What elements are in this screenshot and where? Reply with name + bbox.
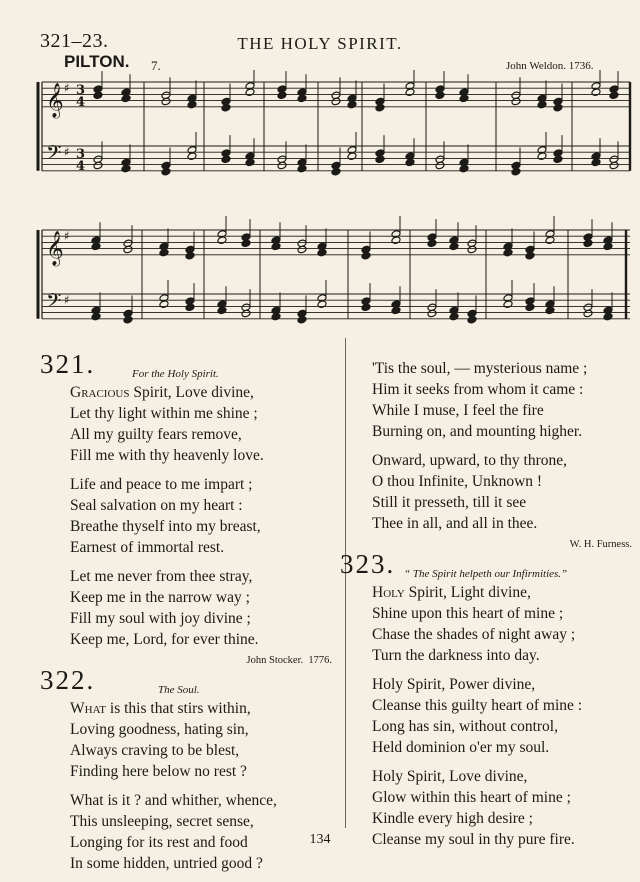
- treble-clef: 𝄞: [46, 83, 64, 118]
- left-column: [40, 349, 332, 882]
- note-head: [241, 239, 251, 248]
- verse-line: Turn the darkness into day.: [372, 647, 540, 664]
- note-head: [525, 303, 535, 312]
- note-head: [121, 164, 131, 173]
- note-head: [297, 315, 307, 324]
- verse-line: Fill me with thy heavenly love.: [70, 447, 264, 464]
- note-head: [159, 248, 169, 257]
- hymn-321-occasion: For the Holy Spirit.: [132, 368, 219, 380]
- hymn-321-stanza: [70, 382, 332, 466]
- note-head: [553, 103, 563, 112]
- verse-line: Fill my soul with joy divine ;: [70, 610, 251, 627]
- hymn-321-header: [40, 349, 332, 382]
- verse-line: Let me never from thee stray,: [70, 568, 253, 585]
- first-word: What: [70, 700, 107, 717]
- key-signature-sharp: ♯: [64, 293, 70, 307]
- note-head: [361, 303, 371, 312]
- note-head: [459, 164, 469, 173]
- note-head: [449, 242, 459, 251]
- note-head: [185, 251, 195, 260]
- first-word: Holy: [372, 584, 405, 601]
- hymn-323-stanza: [372, 582, 632, 666]
- author-year: 1776.: [308, 655, 332, 666]
- note-head: [277, 161, 287, 170]
- note-head: [405, 88, 415, 97]
- note-head: [545, 236, 555, 245]
- note-head: [427, 309, 437, 318]
- hymn-322-stanza: [372, 450, 632, 534]
- verse-line: Holy Spirit, Love divine,: [372, 768, 528, 785]
- verse-line: Shine upon this heart of mine ;: [372, 605, 564, 622]
- hymn-321-stanza: [70, 474, 332, 558]
- hymn-323-occasion: “ The Spirit helpeth our Infirmities.”: [404, 568, 568, 580]
- hymn-323-number: 323.: [340, 549, 396, 579]
- note-head: [271, 312, 281, 321]
- verse-line: Thee in all, and all in thee.: [372, 515, 538, 532]
- note-head: [603, 312, 613, 321]
- note-head: [361, 251, 371, 260]
- note-head: [427, 239, 437, 248]
- note-head: [221, 155, 231, 164]
- note-head: [91, 312, 101, 321]
- verse-line: This unsleeping, secret sense,: [70, 813, 254, 830]
- note-head: [603, 242, 613, 251]
- verse-line: Held dominion o'er my soul.: [372, 739, 550, 756]
- note-head: [553, 155, 563, 164]
- note-head: [467, 315, 477, 324]
- key-signature-sharp: ♯: [64, 81, 70, 95]
- time-signature-digit: 3: [76, 83, 86, 98]
- verse-line: 'Tis the soul, — mysterious name ;: [372, 360, 588, 377]
- note-head: [331, 97, 341, 106]
- note-head: [217, 306, 227, 315]
- hymn-322-occasion: The Soul.: [158, 684, 200, 696]
- hymn-322-author: W. H. Furness.: [569, 539, 632, 550]
- verse-line: Always craving to be blest,: [70, 742, 240, 759]
- time-signature-digit: 3: [76, 147, 86, 162]
- verse-line: Finding here below no rest ?: [70, 763, 247, 780]
- verse-line: Glow within this heart of mine ;: [372, 789, 571, 806]
- verse-line: What is it ? and whither, whence,: [70, 792, 277, 809]
- note-head: [609, 161, 619, 170]
- verse-line: Seal salvation on my heart :: [70, 497, 243, 514]
- note-head: [391, 306, 401, 315]
- hymn-321-stanza: [70, 566, 332, 650]
- note-head: [297, 164, 307, 173]
- verse-line: Life and peace to me impart ;: [70, 476, 253, 493]
- note-head: [583, 239, 593, 248]
- note-head: [187, 152, 197, 161]
- note-head: [161, 97, 171, 106]
- note-head: [537, 152, 547, 161]
- note-head: [511, 167, 521, 176]
- first-line-rest: Spirit, Love divine,: [129, 384, 254, 401]
- tune-name: PILTON.: [64, 52, 130, 71]
- verse-line: O thou Infinite, Unknown !: [372, 473, 543, 490]
- note-head: [277, 91, 287, 100]
- verse-line: Long has sin, without control,: [372, 718, 558, 735]
- note-head: [93, 161, 103, 170]
- note-head: [245, 158, 255, 167]
- note-head: [609, 91, 619, 100]
- verse-line: Cleanse my soul in thy pure fire.: [372, 831, 575, 848]
- note-head: [123, 245, 133, 254]
- note-head: [121, 94, 131, 103]
- treble-clef: 𝄞: [46, 231, 64, 266]
- time-signature-digit: 4: [76, 159, 86, 174]
- hymn-322-header: [40, 665, 332, 698]
- verse-line: Chase the shades of night away ;: [372, 626, 576, 643]
- verse-line: Still it presseth, till it see: [372, 494, 527, 511]
- note-head: [459, 94, 469, 103]
- hymn-323-stanza: [372, 674, 632, 758]
- note-head: [537, 100, 547, 109]
- note-head: [405, 158, 415, 167]
- verse-line: Holy Spirit, Power divine,: [372, 676, 536, 693]
- composer-name: John Weldon.: [506, 60, 567, 72]
- note-head: [217, 236, 227, 245]
- note-head: [331, 167, 341, 176]
- note-head: [503, 300, 513, 309]
- verse-line: Kindle every high desire ;: [372, 810, 533, 827]
- hymn-322-number: 322.: [40, 665, 96, 695]
- note-head: [511, 97, 521, 106]
- note-head: [435, 91, 445, 100]
- note-head: [159, 300, 169, 309]
- note-head: [187, 100, 197, 109]
- bass-clef: 𝄢: [46, 289, 62, 317]
- bass-clef: 𝄢: [46, 141, 62, 169]
- note-head: [591, 88, 601, 97]
- time-signature-digit: 4: [76, 95, 86, 110]
- note-head: [503, 248, 513, 257]
- first-line-rest: Spirit, Light divine,: [404, 584, 531, 601]
- verse-line: While I muse, I feel the fire: [372, 402, 544, 419]
- note-head: [91, 242, 101, 251]
- author-name: John Stocker.: [246, 655, 304, 666]
- note-head: [123, 315, 133, 324]
- verse-line: Onward, upward, to thy throne,: [372, 452, 567, 469]
- hymn-321-author: [70, 654, 332, 668]
- hymn-321-first-line: [70, 382, 332, 403]
- verse-line: All my guilty fears remove,: [70, 426, 242, 443]
- note-head: [525, 251, 535, 260]
- verse-line: Him it seeks from whom it came :: [372, 381, 584, 398]
- note-head: [93, 91, 103, 100]
- note-head: [297, 94, 307, 103]
- note-head: [317, 300, 327, 309]
- hymn-322-stanza: [70, 698, 332, 782]
- verse-line: Cleanse this guilty heart of mine :: [372, 697, 583, 714]
- note-head: [467, 245, 477, 254]
- note-head: [375, 103, 385, 112]
- hymn-322-stanza: [372, 358, 632, 442]
- note-head: [271, 242, 281, 251]
- verse-line: Loving goodness, hating sin,: [70, 721, 249, 738]
- page-number: 134: [309, 832, 331, 847]
- section-title: THE HOLY SPIRIT.: [237, 34, 403, 53]
- right-column: [340, 358, 632, 858]
- hymn-323-header: [340, 549, 632, 582]
- note-head: [161, 167, 171, 176]
- note-head: [591, 158, 601, 167]
- hymn-323-first-line: [372, 582, 632, 603]
- first-word: Gracious: [70, 384, 130, 401]
- verse-line: Keep me, Lord, for ever thine.: [70, 631, 259, 648]
- hymn-322-first-line: [70, 698, 332, 719]
- note-head: [185, 303, 195, 312]
- note-head: [347, 100, 357, 109]
- hymn-321-number: 321.: [40, 349, 96, 379]
- hymn-range: 321–23.: [40, 30, 109, 52]
- note-head: [347, 152, 357, 161]
- key-signature-sharp: ♯: [64, 229, 70, 243]
- first-line-rest: is this that stirs within,: [106, 700, 251, 717]
- verse-line: Keep me in the narrow way ;: [70, 589, 250, 606]
- music-score: [36, 70, 632, 332]
- note-head: [245, 88, 255, 97]
- note-head: [435, 161, 445, 170]
- note-head: [241, 309, 251, 318]
- composer-year: 1736.: [568, 60, 594, 72]
- verse-line: Burning on, and mounting higher.: [372, 423, 583, 440]
- note-head: [375, 155, 385, 164]
- note-head: [297, 245, 307, 254]
- verse-line: Breathe thyself into my breast,: [70, 518, 261, 535]
- verse-line: Let thy light within me shine ;: [70, 405, 258, 422]
- note-head: [449, 312, 459, 321]
- note-head: [317, 248, 327, 257]
- verse-line: Longing for its rest and food: [70, 834, 248, 851]
- verse-line: Earnest of immortal rest.: [70, 539, 225, 556]
- note-head: [221, 103, 231, 112]
- note-head: [391, 236, 401, 245]
- note-head: [545, 306, 555, 315]
- key-signature-sharp: ♯: [64, 145, 70, 159]
- tune-meter: 7.: [151, 58, 161, 73]
- note-head: [583, 309, 593, 318]
- verse-line: In some hidden, untried good ?: [70, 855, 263, 872]
